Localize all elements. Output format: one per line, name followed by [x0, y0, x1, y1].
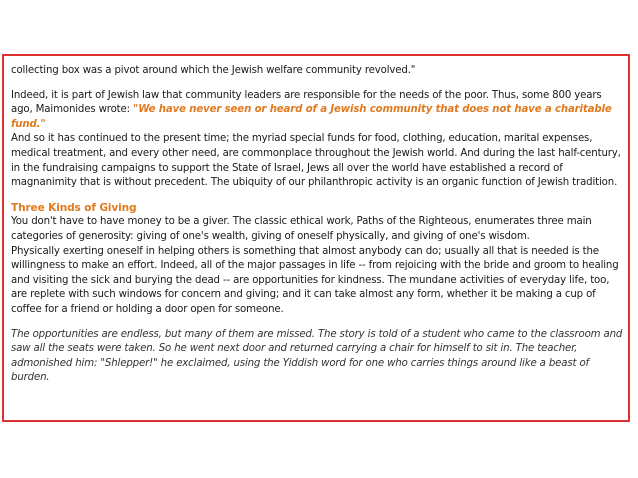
maimonides-quote: "We have never seen or heard of a Jewish community that does not have a charitable fund." [11, 104, 612, 130]
paragraph-collecting-box: collecting box was a pivot around which the Jewish welfare community revolved." [11, 65, 416, 76]
paragraph-jewish-law [11, 89, 625, 133]
section-heading: Three Kinds of Giving [11, 201, 137, 214]
article-body [11, 64, 625, 386]
article-frame [2, 54, 630, 422]
paragraph-continued: And so it has continued to the present time; the myriad special funds for food, clothing, education, marital expenses, medical treatment, and every other need, are commonplace throughout the Jewish world. And during the last half-century, in the fundraising campaigns to support the State of Israel, Jews all over the world have established a record of magnanimity that is without precedent. The ubiquity of our philanthropic activity is an organic function of Jewish tradition. [11, 133, 621, 189]
paragraph-physical: Physically exerting oneself in helping others is something that almost anybody can do; usually all that is needed is the willingness to make an effort. Indeed, all of the major passages in life -- from rejoicing with the bride and groom to healing and visiting the sick and burying the dead -- are opportunities for kindness. The mundane activities of everyday life, too, are replete with such windows for concern and giving; and it can take almost any form, whether it be making a cup of coffee for a friend or holding a door open for someone. [11, 245, 619, 315]
paragraph-giver: You don't have to have money to be a giver. The classic ethical work, Paths of the Righteous, enumerates three main categories of generosity: giving of one's wealth, giving of oneself physically, and giving of one's wisdom. [11, 216, 592, 242]
paragraph-jewish-law-text: Indeed, it is part of Jewish law that community leaders are responsible for the needs of the poor. Thus, some 800 years ago, Maimonides wrote: [11, 89, 602, 116]
paragraph-opportunities: The opportunities are endless, but many of them are missed. The story is told of a student who came to the classroom and saw all the seats were taken. So he went next door and returned carrying a chair for himself to sit in. The teacher, admonished him: "Shlepper!" he exclaimed, using the Yiddish word for one who carries things around like a beast of burden. [11, 328, 623, 384]
